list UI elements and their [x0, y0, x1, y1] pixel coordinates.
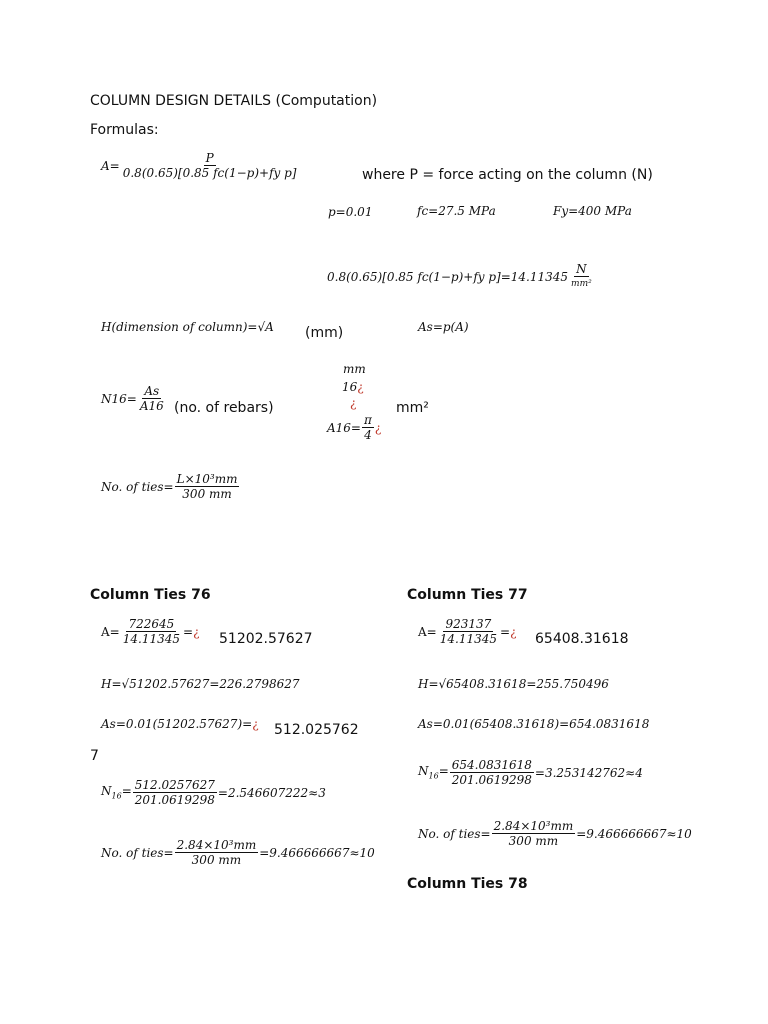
column-76-n16: $N_{16}=$ $\frac{512.0257627}{201.0619298}$ =2.546607222≈3 [101, 778, 326, 807]
formulas-label: Formulas: [90, 122, 159, 138]
column-76-heading: Column Ties 76 [90, 587, 211, 603]
column-76-as-result: 512.025762 [274, 722, 359, 738]
h-unit: (mm) [305, 325, 344, 341]
a16-formula: A16= $\frac{\pi}{4}$ ¿ [327, 413, 382, 442]
column-76-area-result: 51202.57627 [219, 631, 313, 647]
where-note: where P = force acting on the column (N) [362, 167, 653, 183]
denominator-result: 0.8(0.65)[0.85 fc(1−p)+fy p]=14.11345 $\frac{N}{\text{mm²}}$ [327, 262, 592, 289]
column-76-ties: No. of ties= $\frac{\text{2.84×10³mm}}{300 mm}$ =9.466666667≈10 [101, 838, 375, 867]
column-76-area: A= $\frac{722645}{14.11345}$ = ¿ [101, 617, 200, 646]
column-77-heading: Column Ties 77 [407, 587, 528, 603]
column-76-as-overflow: 7 [90, 748, 99, 764]
column-77-area: A= $\frac{923137}{14.11345}$ = ¿ [418, 617, 517, 646]
fc-value: fc=27.5 MPa [417, 204, 496, 218]
as-formula: As=p(A) [418, 320, 469, 334]
ties-formula: No. of ties= $\frac{\text{L×10³mm}}{300 mm}$ [101, 472, 238, 501]
page-title: COLUMN DESIGN DETAILS (Computation) [90, 93, 378, 109]
a16-num: 16¿ [342, 380, 364, 394]
column-76-h: H=√51202.57627=226.2798627 [101, 677, 300, 691]
column-76-as: As=0.01(51202.57627)=¿ [101, 717, 259, 731]
column-78-heading: Column Ties 78 [407, 876, 528, 892]
a16-unit: mm² [396, 400, 429, 416]
column-77-n16: $N_{16}=$ $\frac{654.0831618}{201.0619298}$ =3.253142762≈4 [418, 758, 643, 787]
h-formula: H(dimension of column)=√A [101, 320, 274, 334]
n16-note: (no. of rebars) [174, 400, 274, 416]
area-formula: A= $\frac{P}{\text{0.8(0.65)[0.85 fc(1−p)+fy p]}}$ [101, 151, 297, 180]
fy-value: Fy=400 MPa [553, 204, 632, 218]
column-77-ties: No. of ties= $\frac{\text{2.84×10³mm}}{300 mm}$ =9.466666667≈10 [418, 819, 692, 848]
column-77-area-result: 65408.31618 [535, 631, 629, 647]
a16-glyph: ¿ [350, 396, 357, 410]
column-77-as: As=0.01(65408.31618)=654.0831618 [418, 717, 650, 731]
n16-formula: N16= $\frac{As}{A16}$ [101, 384, 164, 413]
a16-unit-top: mm [343, 362, 366, 376]
column-77-h: H=√65408.31618=255.750496 [418, 677, 609, 691]
p-value: p=0.01 [328, 205, 373, 219]
